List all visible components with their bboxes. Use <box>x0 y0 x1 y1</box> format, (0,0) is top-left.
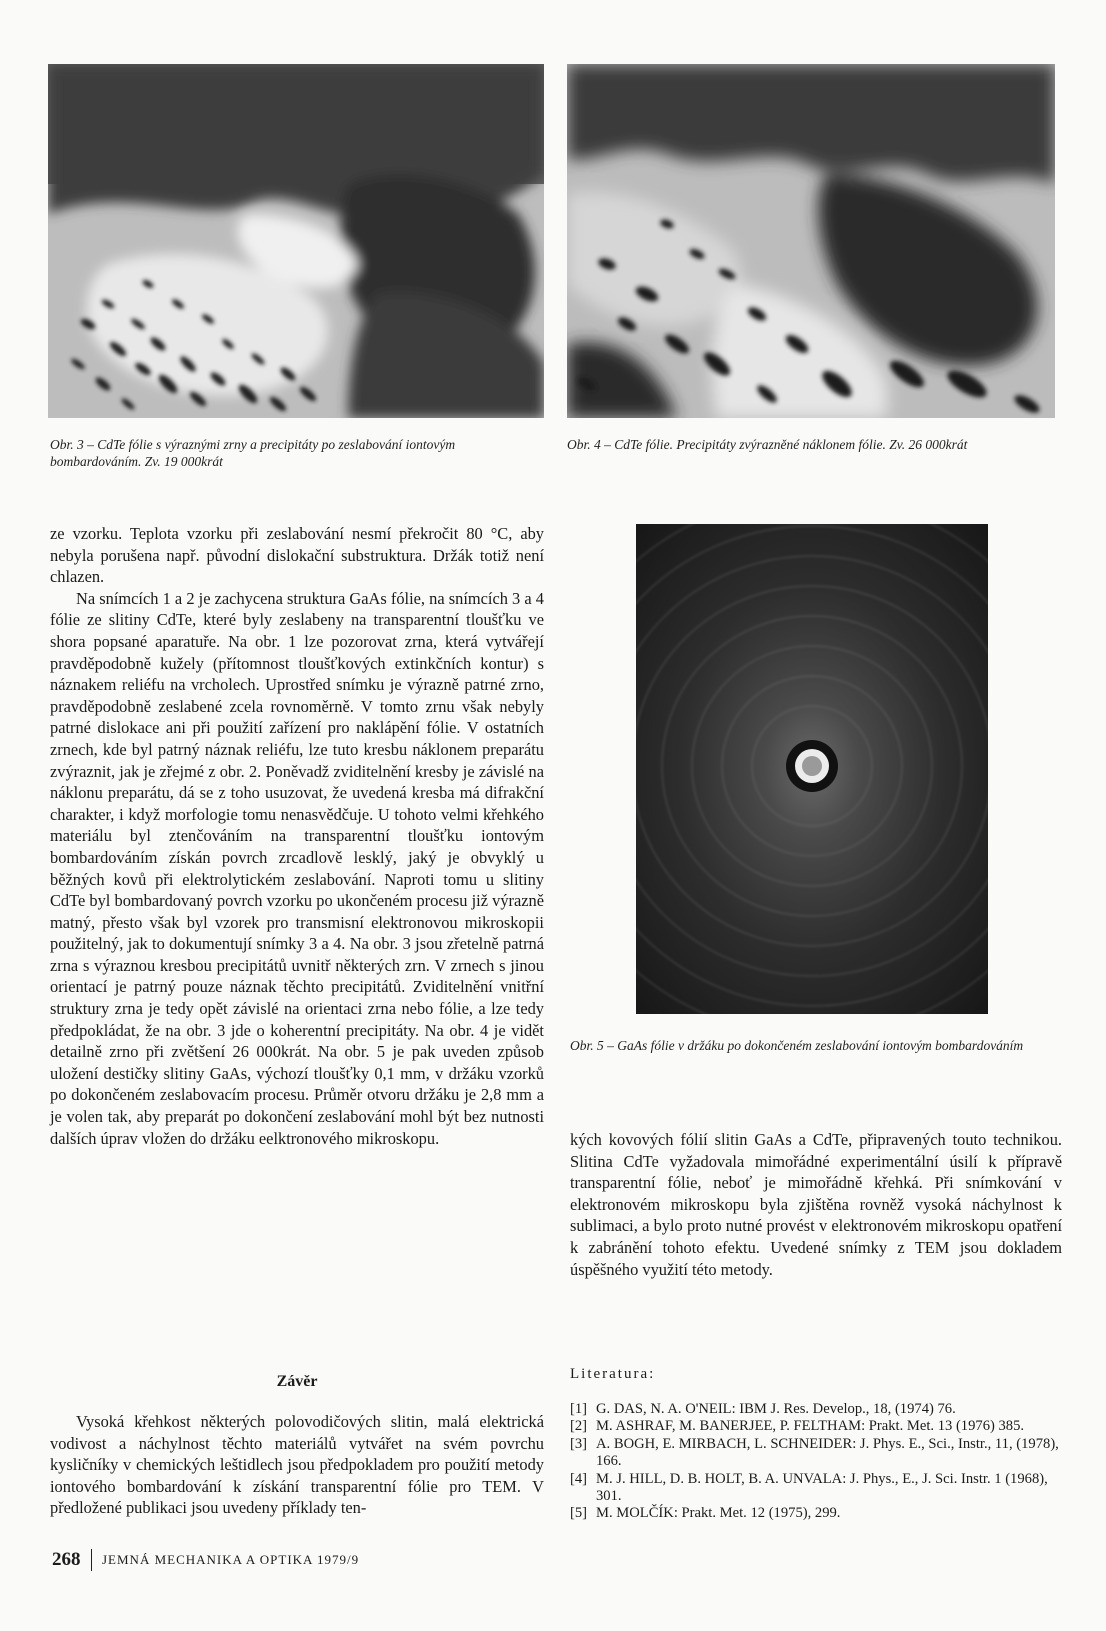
reference-number: [5] <box>570 1505 588 1522</box>
paragraph-2: Na snímcích 1 a 2 je zachycena struktura GaAs fólie, na snímcích 3 a 4 fólie ze slitiny CdTe, které byly zeslabeny na transparentní tloušťku ve shora popsané aparatuře. Na obr. 1 lze pozorovat zrna, která vytvářejí pravděpodobně kužely (přítomnost tloušťkových extinkčních kontur) s náznakem reliéfu na vrcholech. Uprostřed snímku je výrazně patrné zrno, pravděpodobně zeslabené zcela rovnoměrně. V tomto zrnu však nebyly patrné dislokace ani při použití zařízení pro naklápění fólie. V ostatních zrnech, kde byl patrný náznak reliéfu, lze tuto kresbu náklonem preparátu zvýraznit, jak je zřejmé z obr. 2. Poněvadž zviditelnění kresby je závislé na náklonu preparátu, dá se z toho usuzovat, že uvedená kresba má difrakční charakter, i když morfologie tomu nenasvědčuje. U tohoto velmi křehkého materiálu byl ztenčováním na transparentní tloušťku iontovým bombardováním získán povrch zrcadlově lesklý, jaký je obvyklý u běžných kovů při elektrolytickém zeslabování. Naproti tomu u slitiny CdTe byl bombardovaný povrch vzorku po ukončeném procesu již výrazně matný, přesto však byl vzorek pro transmisní elektronovou mikroskopii použitelný, jak to dokumentují snímky 3 a 4. Na obr. 3 jsou zřetelně patrná zrna s výraznou kresbou precipitátů uvnitř některých zrn. V zrnech s jinou orientací je patrný pouze náznak těchto precipitátů. Zviditelnění vnitřní struktury zrna je tedy opět závislé na orientaci zrna nebo fólie, a lze tedy předpokládat, že na obr. 3 jde o koherentní precipitáty. Na obr. 4 je vidět detailně zrno při zvětšení 26 000krát. Na obr. 5 je pak uveden způsob uložení destičky slitiny GaAs, výchozí tloušťky 0,1 mm, v držáku vzorků po dokončeném zeslabovacím procesu. Průměr otvoru držáku je 2,8 mm a je volen tak, aby preparát po dokončení zeslabování mohl být bez nutnosti dalších úprav vložen do držáku eelktronového mikroskopu. <box>50 588 544 1148</box>
reference-text: G. DAS, N. A. O'NEIL: IBM J. Res. Develop., 18, (1974) 76. <box>596 1401 956 1417</box>
figure-4-caption: Obr. 4 – CdTe fólie. Precipitáty zvýrazněné náklonem fólie. Zv. 26 000krát <box>567 437 968 452</box>
conclusion-heading: Závěr <box>276 1373 318 1390</box>
reference-item <box>570 1436 1062 1471</box>
page-footer <box>52 1549 359 1571</box>
reference-text: A. BOGH, E. MIRBACH, L. SCHNEIDER: J. Phys. E., Sci., Instr., 11, (1978), 166. <box>596 1435 1059 1470</box>
figure-3-caption: Obr. 3 – CdTe fólie s výraznými zrny a precipitáty po zeslabování iontovým bombardováním. Zv. 19 000krát <box>50 437 456 469</box>
right-paragraph: kých kovových fólií slitin GaAs a CdTe, připravených touto technikou. Slitina CdTe vyžadovala mimořádné experimentální úsilí k přípravě transparentní fólie, neboť je mimořádně křehká. Při snímkování v elektronovém mikroskopu byla zjištěna rovněž vysoká náchylnost k sublimaci, a bylo proto nutné provést v elektronovém mikroskopu opatření k zabránění tohoto efektu. Uvedené snímky z TEM jsou dokladem úspěšného využití této metody. <box>570 1130 1062 1279</box>
reference-number: [3] <box>570 1435 588 1452</box>
page-number: 268 <box>52 1549 81 1570</box>
journal-name: JEMNÁ MECHANIKA A OPTIKA 1979/9 <box>102 1552 360 1567</box>
reference-number: [2] <box>570 1418 588 1435</box>
reference-text: M. J. HILL, D. B. HOLT, B. A. UNVALA: J. Phys., E., J. Sci. Instr. 1 (1968), 301. <box>596 1470 1048 1505</box>
footer-divider <box>91 1549 93 1571</box>
reference-item <box>570 1418 1062 1435</box>
reference-list <box>570 1401 1062 1523</box>
figure-4-micrograph <box>567 64 1055 418</box>
reference-item <box>570 1505 1062 1522</box>
figure-5-caption: Obr. 5 – GaAs fólie v držáku po dokončeném zeslabování iontovým bombardováním <box>570 1038 1024 1053</box>
figure-5-photograph <box>636 524 988 1014</box>
paragraph-1: ze vzorku. Teplota vzorku při zeslabování nesmí překročit 80 °C, aby nebyla porušena např. původní dislokační substruktura. Držák totiž není chlazen. <box>50 524 544 587</box>
reference-text: M. MOLČÍK: Prakt. Met. 12 (1975), 299. <box>596 1505 841 1522</box>
right-column-text <box>570 1129 1062 1280</box>
reference-number: [4] <box>570 1470 588 1487</box>
conclusion-paragraph: Vysoká křehkost některých polovodičových slitin, malá elektrická vodivost a náchylnost těchto materiálů vytvářet na svém povrchu kysličníky v chemických leštidlech jsou předpokladem pro použití metody iontového bombardování k získání transparentní fólie pro TEM. V předložené publikaci jsou uvedeny příklady ten- <box>50 1412 544 1518</box>
literature-heading: Literatura: <box>570 1366 656 1382</box>
reference-item <box>570 1401 1062 1418</box>
figure-3-micrograph <box>48 64 544 418</box>
reference-text: M. ASHRAF, M. BANERJEE, P. FELTHAM: Prakt. Met. 13 (1976) 385. <box>596 1418 1025 1435</box>
reference-number: [1] <box>570 1401 588 1417</box>
conclusion-text <box>50 1411 544 1519</box>
reference-item <box>570 1471 1062 1506</box>
left-column-text <box>50 523 544 1149</box>
